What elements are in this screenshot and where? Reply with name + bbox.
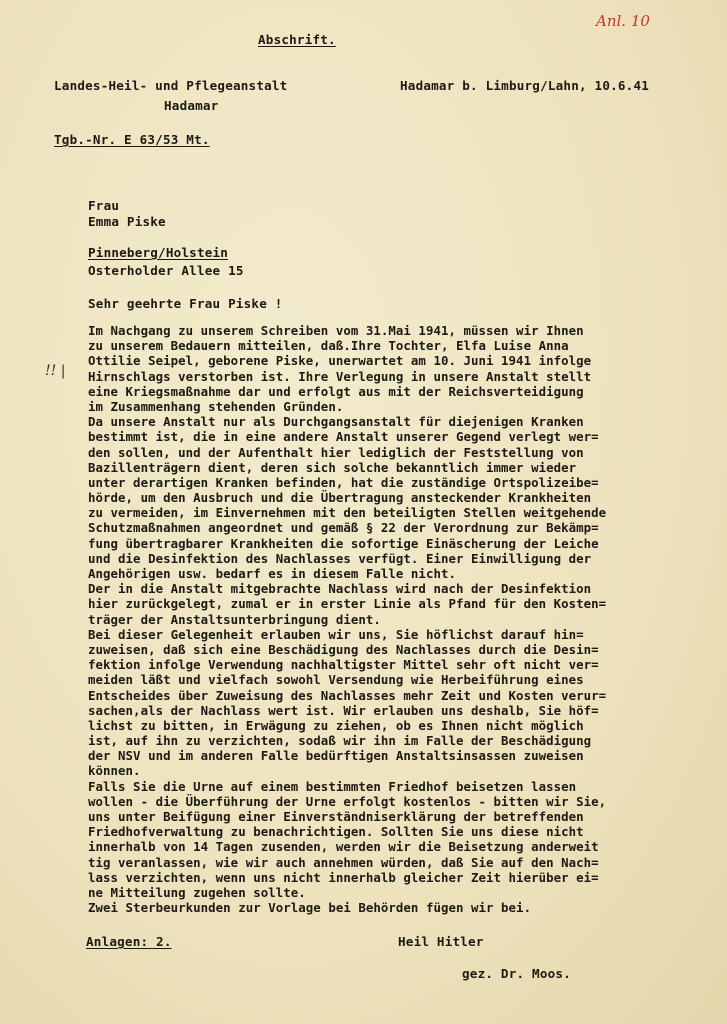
- sender-line-1: Landes-Heil- und Pflegeanstalt: [54, 78, 288, 93]
- body-line: Entscheides über Zuweisung des Nachlasses mehr Zeit und Kosten verur=: [88, 687, 607, 703]
- body-line: Zwei Sterbeurkunden zur Vorlage bei Behörden fügen wir bei.: [88, 900, 532, 916]
- body-line: tig veranlassen, wie wir auch annehmen würden, daß Sie auf den Nach=: [88, 854, 599, 870]
- body-line: zu unserem Bedauern mitteilen, daß.Ihre Tochter, Elfa Luise Anna: [88, 338, 569, 354]
- body-line: wollen - die Überführung der Urne erfolgt kostenlos - bitten wir Sie,: [88, 793, 607, 809]
- body-line: Schutzmaßnahmen angeordnet und gemäß § 22 der Verordnung zur Bekämp=: [88, 520, 599, 536]
- body-line: Da unsere Anstalt nur als Durchgangsanstalt für diejenigen Kranken: [88, 414, 584, 430]
- letter-body: [88, 323, 727, 915]
- body-line: Angehörigen usw. bedarf es in diesem Falle nicht.: [88, 566, 456, 581]
- place-date: Hadamar b. Limburg/Lahn, 10.6.41: [400, 78, 650, 93]
- body-line: Friedhofverwaltung zu benachrichtigen. Sollten Sie uns diese nicht: [88, 824, 584, 840]
- body-line: Bazillenträgern dient, deren sich solche bekanntlich immer wieder: [88, 459, 577, 475]
- closing: Heil Hitler: [398, 934, 484, 949]
- body-line: ist, auf ihn zu verzichten, sodaß wir ihn im Falle der Beschädigung: [88, 733, 592, 749]
- body-line: innerhalb von 14 Tagen zusenden, werden wir die Beisetzung anderweit: [88, 839, 599, 855]
- body-line: Falls Sie die Urne auf einem bestimmten Friedhof beisetzen lassen: [88, 778, 577, 794]
- body-line: zu vermeiden, im Einvernehmen mit den beteiligten Stellen weitgehende: [88, 505, 607, 521]
- body-line: lichst zu bitten, in Erwägung zu ziehen, ob es Ihnen nicht möglich: [88, 717, 584, 733]
- recipient-city: Pinneberg/Holstein: [88, 245, 229, 260]
- document-title: Abschrift.: [258, 32, 336, 47]
- recipient-street: Osterholder Allee 15: [88, 263, 244, 278]
- body-line: fektion infolge Verwendung nachhaltigster Mittel sehr oft nicht ver=: [88, 657, 599, 673]
- body-line: Ottilie Seipel, geborene Piske, unerwartet am 10. Juni 1941 infolge: [88, 353, 592, 369]
- body-line: meiden läßt und vielfach sowohl Versendung wie Herbeiführung eines: [88, 672, 584, 688]
- body-line: Im Nachgang zu unserem Schreiben vom 31.Mai 1941, müssen wir Ihnen: [88, 323, 584, 338]
- body-line: hier zurückgelegt, zumal er in erster Linie als Pfand für den Kosten=: [88, 596, 607, 612]
- body-line: im Zusammenhang stehenden Gründen.: [88, 398, 344, 414]
- body-line: eine Kriegsmaßnahme dar und erfolgt aus mit der Reichsverteidigung: [88, 383, 584, 399]
- body-line: lass verzichten, wenn uns nicht innerhalb gleicher Zeit hierüber ei=: [88, 869, 599, 885]
- signature: gez. Dr. Moos.: [462, 966, 571, 981]
- body-line: können.: [88, 763, 141, 779]
- greeting: Sehr geehrte Frau Piske !: [88, 296, 283, 311]
- body-line: zuweisen, daß sich eine Beschädigung des Nachlasses durch die Desin=: [88, 641, 599, 657]
- body-line: uns unter Beifügung einer Einverständniserklärung der betreffenden: [88, 809, 584, 824]
- body-line: der NSV und im anderen Falle bedürftigen Anstaltsinsassen zuweisen: [88, 748, 584, 764]
- reference-number: Tgb.-Nr. E 63/53 Mt.: [54, 132, 210, 147]
- body-line: Der in die Anstalt mitgebrachte Nachlass wird nach der Desinfektion: [88, 581, 592, 597]
- body-line: ne Mitteilung zugehen sollte.: [88, 884, 306, 900]
- archive-annotation: Anl. 10: [596, 12, 650, 30]
- body-line: bestimmt ist, die in eine andere Anstalt unserer Gegend verlegt wer=: [88, 429, 599, 445]
- body-line: den sollen, und der Aufenthalt hier lediglich der Feststellung von: [88, 444, 584, 460]
- body-line: Bei dieser Gelegenheit erlauben wir uns, Sie höflichst darauf hin=: [88, 626, 584, 642]
- recipient-title: Frau: [88, 198, 120, 213]
- body-line: Hirnschlags verstorben ist. Ihre Verlegung in unsere Anstalt stellt: [88, 368, 592, 384]
- body-line: träger der Anstaltsunterbringung dient.: [88, 611, 381, 627]
- sender-line-2: Hadamar: [164, 98, 219, 113]
- margin-note: !! |: [45, 363, 66, 379]
- body-line: fung übertragbarer Krankheiten die sofortige Einäscherung der Leiche: [88, 535, 599, 551]
- attachments: Anlagen: 2.: [86, 934, 172, 949]
- body-line: hörde, um den Ausbruch und die Übertragung ansteckender Krankheiten: [88, 490, 592, 506]
- body-line: unter derartigen Kranken befinden, hat die zuständige Ortspolizeibe=: [88, 474, 599, 490]
- body-line: sachen,als der Nachlass wert ist. Wir erlauben uns deshalb, Sie höf=: [88, 702, 599, 718]
- recipient-name: Emma Piske: [88, 214, 166, 229]
- body-line: und die Desinfektion des Nachlasses verfügt. Einer Einwilligung der: [88, 550, 592, 566]
